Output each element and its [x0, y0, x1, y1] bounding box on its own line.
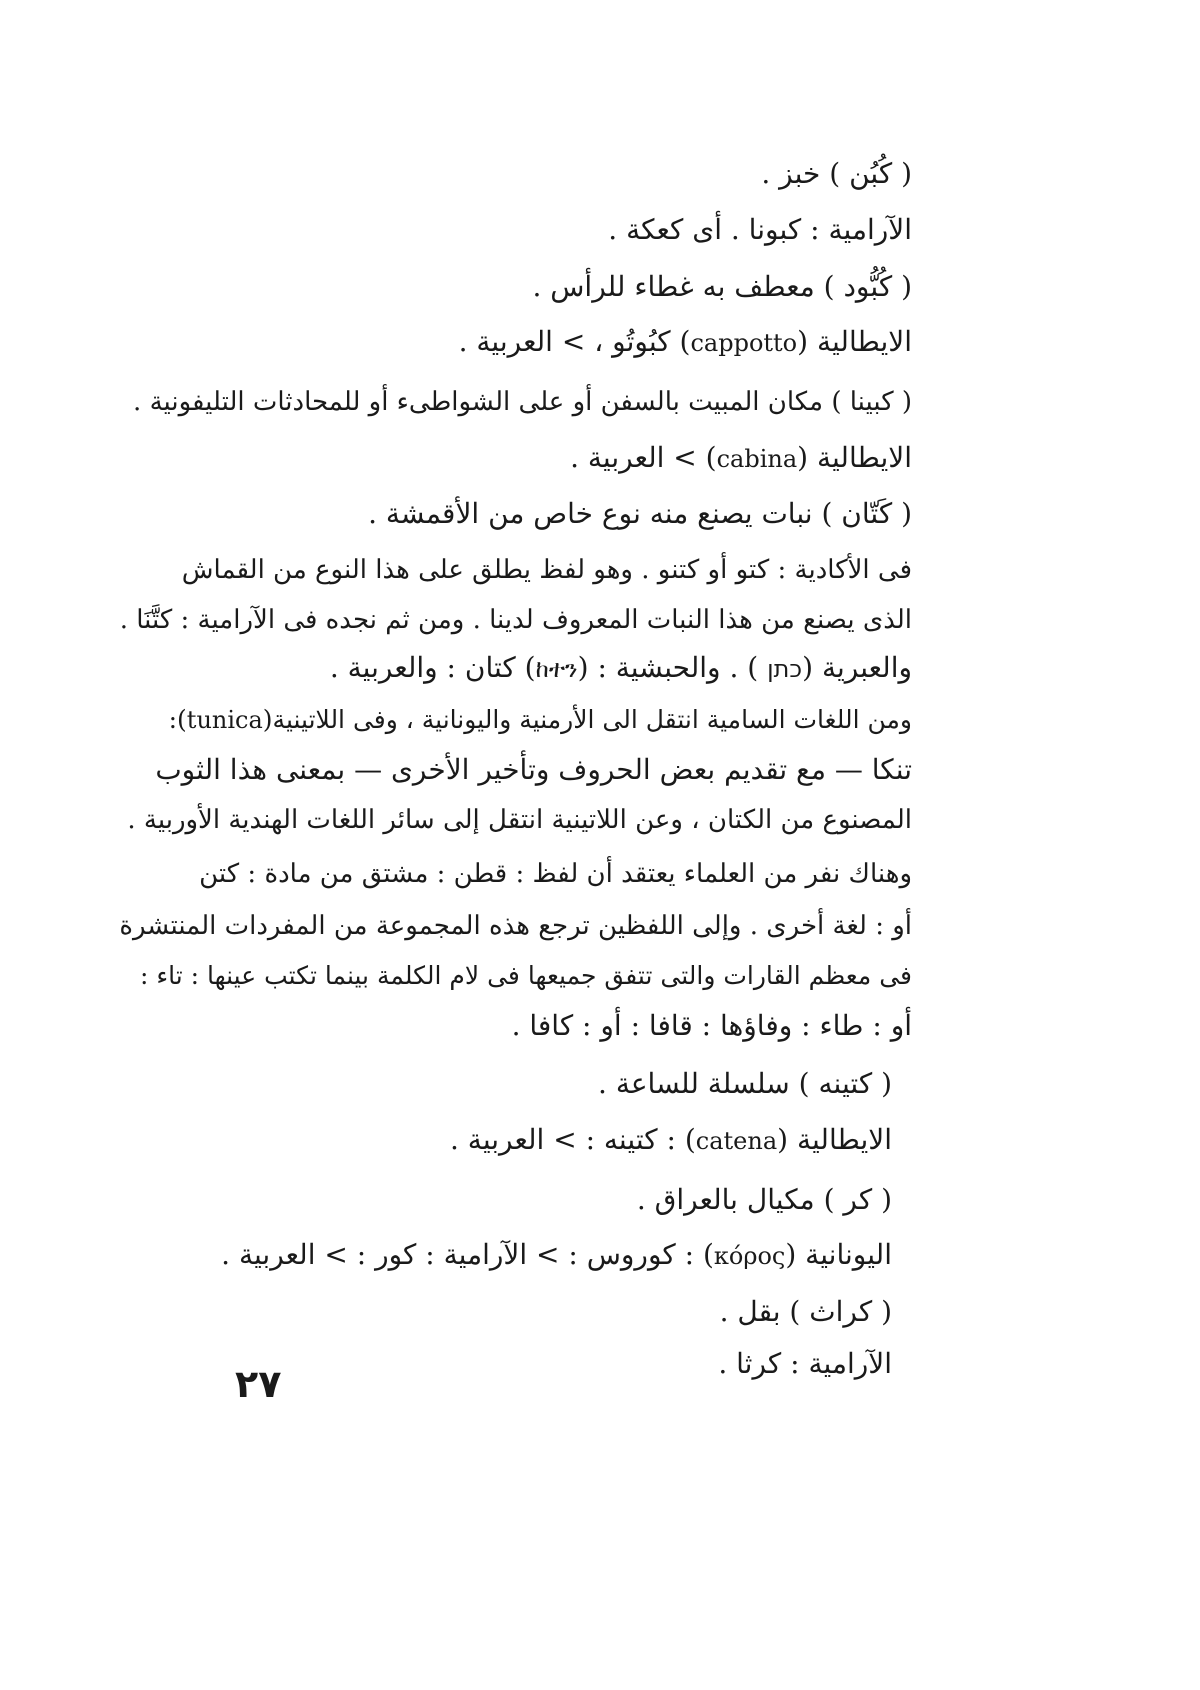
text: تنكا — مع تقديم بعض الحروف وتأخير الأخرى — بمعنى هذا الثوب	[155, 753, 912, 786]
entry-etymology-line	[718, 1342, 892, 1386]
entry-etymology-line	[459, 320, 912, 365]
entry-headword-line	[720, 1290, 892, 1334]
text: والعبرية (	[802, 651, 912, 684]
text: ومن اللغات السامية انتقل الى الأرمنية واليونانية ، وفى اللاتينية(	[262, 705, 912, 734]
page-number: ٢٧	[235, 1362, 282, 1406]
greek-word: κόρος	[713, 1242, 786, 1270]
paragraph-line	[140, 954, 912, 998]
text: ) كتان : والعربية .	[329, 651, 536, 684]
entry-headword-line	[637, 1178, 892, 1222]
text: المصنوع من الكتان ، وعن اللاتينية انتقل إلى سائر اللغات الهندية الأوربية .	[127, 805, 912, 835]
paragraph-line	[127, 798, 912, 842]
hebrew-word: כתן	[767, 655, 803, 683]
entry-headword-line	[761, 152, 912, 196]
text: اليونانية (	[785, 1238, 892, 1271]
text: ( كَتّان ) نبات يصنع منه نوع خاص من الأقمشة .	[368, 497, 912, 530]
ethiopic-word: ከተን	[535, 655, 578, 683]
entry-headword-line	[133, 380, 912, 424]
text: الايطالية (	[797, 441, 912, 474]
text: ( كتينه ) سلسلة للساعة .	[598, 1067, 892, 1100]
entry-headword-line	[532, 265, 912, 309]
paragraph-line	[119, 904, 912, 948]
entry-etymology-line	[221, 1233, 892, 1278]
text: ) كبُوتُو ، > العربية .	[458, 325, 691, 358]
paragraph-line	[169, 698, 912, 742]
paragraph-line	[182, 548, 912, 592]
text: الايطالية (	[777, 1123, 892, 1156]
paragraph-line	[155, 748, 912, 792]
paragraph-line	[512, 1004, 912, 1048]
paragraph-line	[199, 852, 912, 896]
text: ) > العربية .	[570, 441, 717, 474]
text: ) : كتينه : > العربية .	[450, 1123, 696, 1156]
text: ):	[168, 705, 187, 734]
text: ) . والحبشية : (	[577, 651, 759, 684]
text: ( كبينا ) مكان المبيت بالسفن أو على الشواطىء أو للمحادثات التليفونية .	[133, 387, 912, 417]
text: وهناك نفر من العلماء يعتقد أن لفظ : قطن : مشتق من مادة : كتن	[199, 859, 912, 889]
text: ( كُبُّود ) معطف به غطاء للرأس .	[532, 270, 912, 303]
text: فى معظم القارات والتى تتفق جميعها فى لام الكلمة بينما تكتب عينها : تاء :	[139, 961, 912, 990]
entry-etymology-line	[608, 208, 912, 252]
text: الايطالية (	[797, 325, 912, 358]
entry-etymology-line	[570, 436, 912, 481]
latin-word: cappotto	[690, 329, 798, 357]
paragraph-line	[120, 598, 912, 642]
text: الآرامية : كبونا . أى كعكة .	[608, 213, 912, 246]
latin-word: cabina	[716, 445, 798, 473]
latin-word: tunica	[186, 706, 263, 734]
entry-headword-line	[598, 1062, 892, 1106]
text: ( كُبُن ) خبز .	[761, 157, 912, 190]
entry-etymology-line	[450, 1118, 892, 1163]
text: ( كر ) مكيال بالعراق .	[636, 1183, 892, 1216]
text: ( كراث ) بقل .	[719, 1295, 892, 1328]
paragraph-line	[330, 646, 912, 691]
latin-word: catena	[695, 1127, 778, 1155]
text: أو : لغة أخرى . وإلى اللفظين ترجع هذه المجموعة من المفردات المنتشرة	[119, 911, 912, 941]
entry-headword-line	[368, 492, 912, 536]
text: الذى يصنع من هذا النبات المعروف لدينا . ومن ثم نجده فى الآرامية : كتَّنَا .	[119, 605, 912, 635]
text: فى الأكادية : كتو أو كتنو . وهو لفظ يطلق على هذا النوع من القماش	[181, 555, 912, 585]
text: ) : كوروس : > الآرامية : كور : > العربية .	[221, 1238, 714, 1271]
text: الآرامية : كرثا .	[718, 1347, 892, 1380]
text: أو : طاء : وفاؤها : قافا : أو : كافا .	[511, 1009, 912, 1042]
